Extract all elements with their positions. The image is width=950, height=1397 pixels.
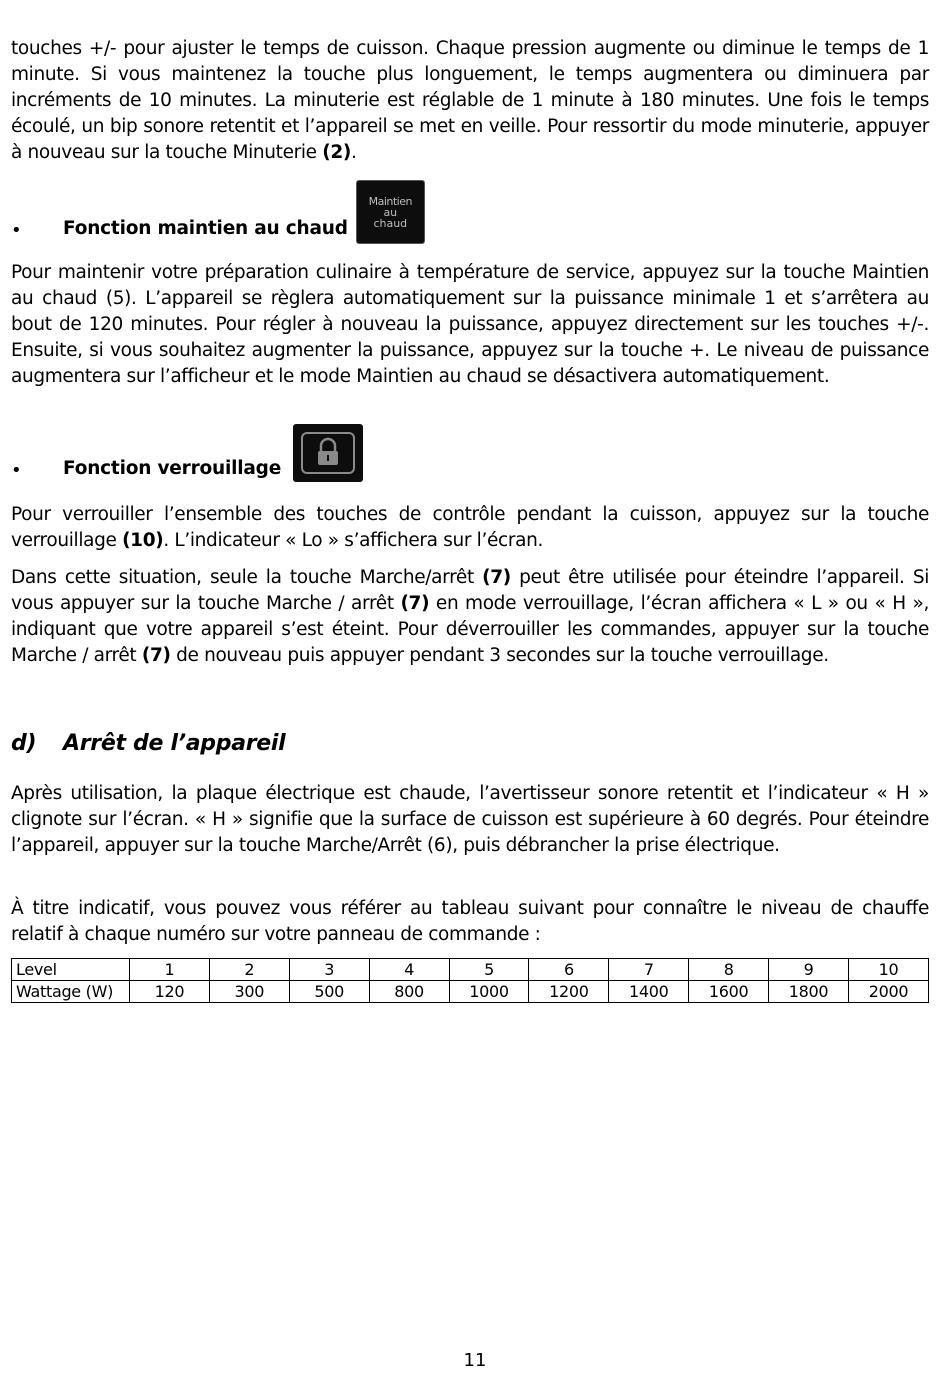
table-cell: 800 (369, 981, 449, 1003)
section-d-paragraph-1: Après utilisation, la plaque électrique est chaude, l’avertisseur sonore retentit et l’indicateur « H » clignote sur l’écran. « H » signifie que la surface de cuisson est supérieure à 60 degrés. Pour éteindre l’appareil, appuyer sur la touche Marche/Arrêt (6), puis débrancher la prise électrique. (11, 783, 929, 856)
table-row-header: Wattage (W) (12, 981, 130, 1003)
section-letter: d) (11, 731, 37, 756)
power-level-table (11, 958, 929, 1003)
table-row-header: Level (12, 959, 130, 981)
table-row (12, 959, 929, 981)
table-cell: 1000 (449, 981, 529, 1003)
table-cell: 1800 (769, 981, 849, 1003)
intro-ref: (2) (322, 142, 351, 163)
keep-warm-title: Fonction maintien au chaud (63, 218, 348, 239)
table-cell: 120 (130, 981, 210, 1003)
table-cell: 4 (369, 959, 449, 981)
section-title: Arrêt de l’appareil (63, 731, 286, 756)
table-cell: 8 (689, 959, 769, 981)
lock-paragraph-2: Dans cette situation, seule la touche Marche/arrêt (7) peut être utilisée pour éteindre l’appareil. Si vous appuyer sur la touche Marche / arrêt (7) en mode verrouillage, l’écran affichera « L » ou « H », indiquant que votre appareil s’est éteint. Pour déverrouiller les commandes, appuyer sur la touche Marche / arrêt (7) de nouveau puis appuyer pendant 3 secondes sur la touche verrouillage. (11, 567, 929, 666)
table-cell: 3 (289, 959, 369, 981)
table-cell: 2 (209, 959, 289, 981)
table-cell: 1 (130, 959, 210, 981)
section-d-heading (11, 729, 285, 759)
table-cell: 9 (769, 959, 849, 981)
keep-warm-heading (11, 180, 425, 244)
lock-title: Fonction verrouillage (63, 458, 282, 479)
table-cell: 1400 (609, 981, 689, 1003)
table-cell: 5 (449, 959, 529, 981)
table-cell: 6 (529, 959, 609, 981)
table-cell: 7 (609, 959, 689, 981)
padlock-key-icon (293, 424, 363, 482)
bullet: • (11, 220, 22, 241)
bullet: • (11, 460, 22, 481)
table-cell: 300 (209, 981, 289, 1003)
section-d-paragraph-2: À titre indicatif, vous pouvez vous référer au tableau suivant pour connaître le niveau de chauffe relatif à chaque numéro sur votre panneau de commande : (11, 898, 929, 945)
keep-warm-key-icon: Maintien au chaud (356, 180, 425, 244)
table-cell: 2000 (849, 981, 929, 1003)
intro-paragraph: touches +/- pour ajuster le temps de cuisson. Chaque pression augmente ou diminue le temps de 1 minute. Si vous maintenez la touche plus longuement, le temps augmentera ou diminuera par incréments de 10 minutes. La minuterie est réglable de 1 minute à 180 minutes. Une fois le temps écoulé, un bip sonore retentit et l’appareil se met en veille. Pour ressortir du mode minuterie, appuyer à nouveau sur la touche Minuterie (2). (11, 38, 929, 163)
table-cell: 500 (289, 981, 369, 1003)
table-cell: 10 (849, 959, 929, 981)
lock-heading (11, 426, 363, 484)
table-cell: 1600 (689, 981, 769, 1003)
table-row (12, 981, 929, 1003)
lock-paragraph-1: Pour verrouiller l’ensemble des touches de contrôle pendant la cuisson, appuyez sur la touche verrouillage (10). L’indicateur « Lo » s’affichera sur l’écran. (11, 504, 929, 551)
keep-warm-paragraph: Pour maintenir votre préparation culinaire à température de service, appuyez sur la touche Maintien au chaud (5). L’appareil se règlera automatiquement sur la puissance minimale 1 et s’arrêtera au bout de 120 minutes. Pour régler à nouveau la puissance, appuyez directement sur les touches +/-. Ensuite, si vous souhaitez augmenter la puissance, appuyez sur la touche +. Le niveau de puissance augmentera sur l’afficheur et le mode Maintien au chaud se désactivera automatiquement. (11, 262, 929, 387)
table-cell: 1200 (529, 981, 609, 1003)
page-number: 11 (463, 1350, 487, 1371)
